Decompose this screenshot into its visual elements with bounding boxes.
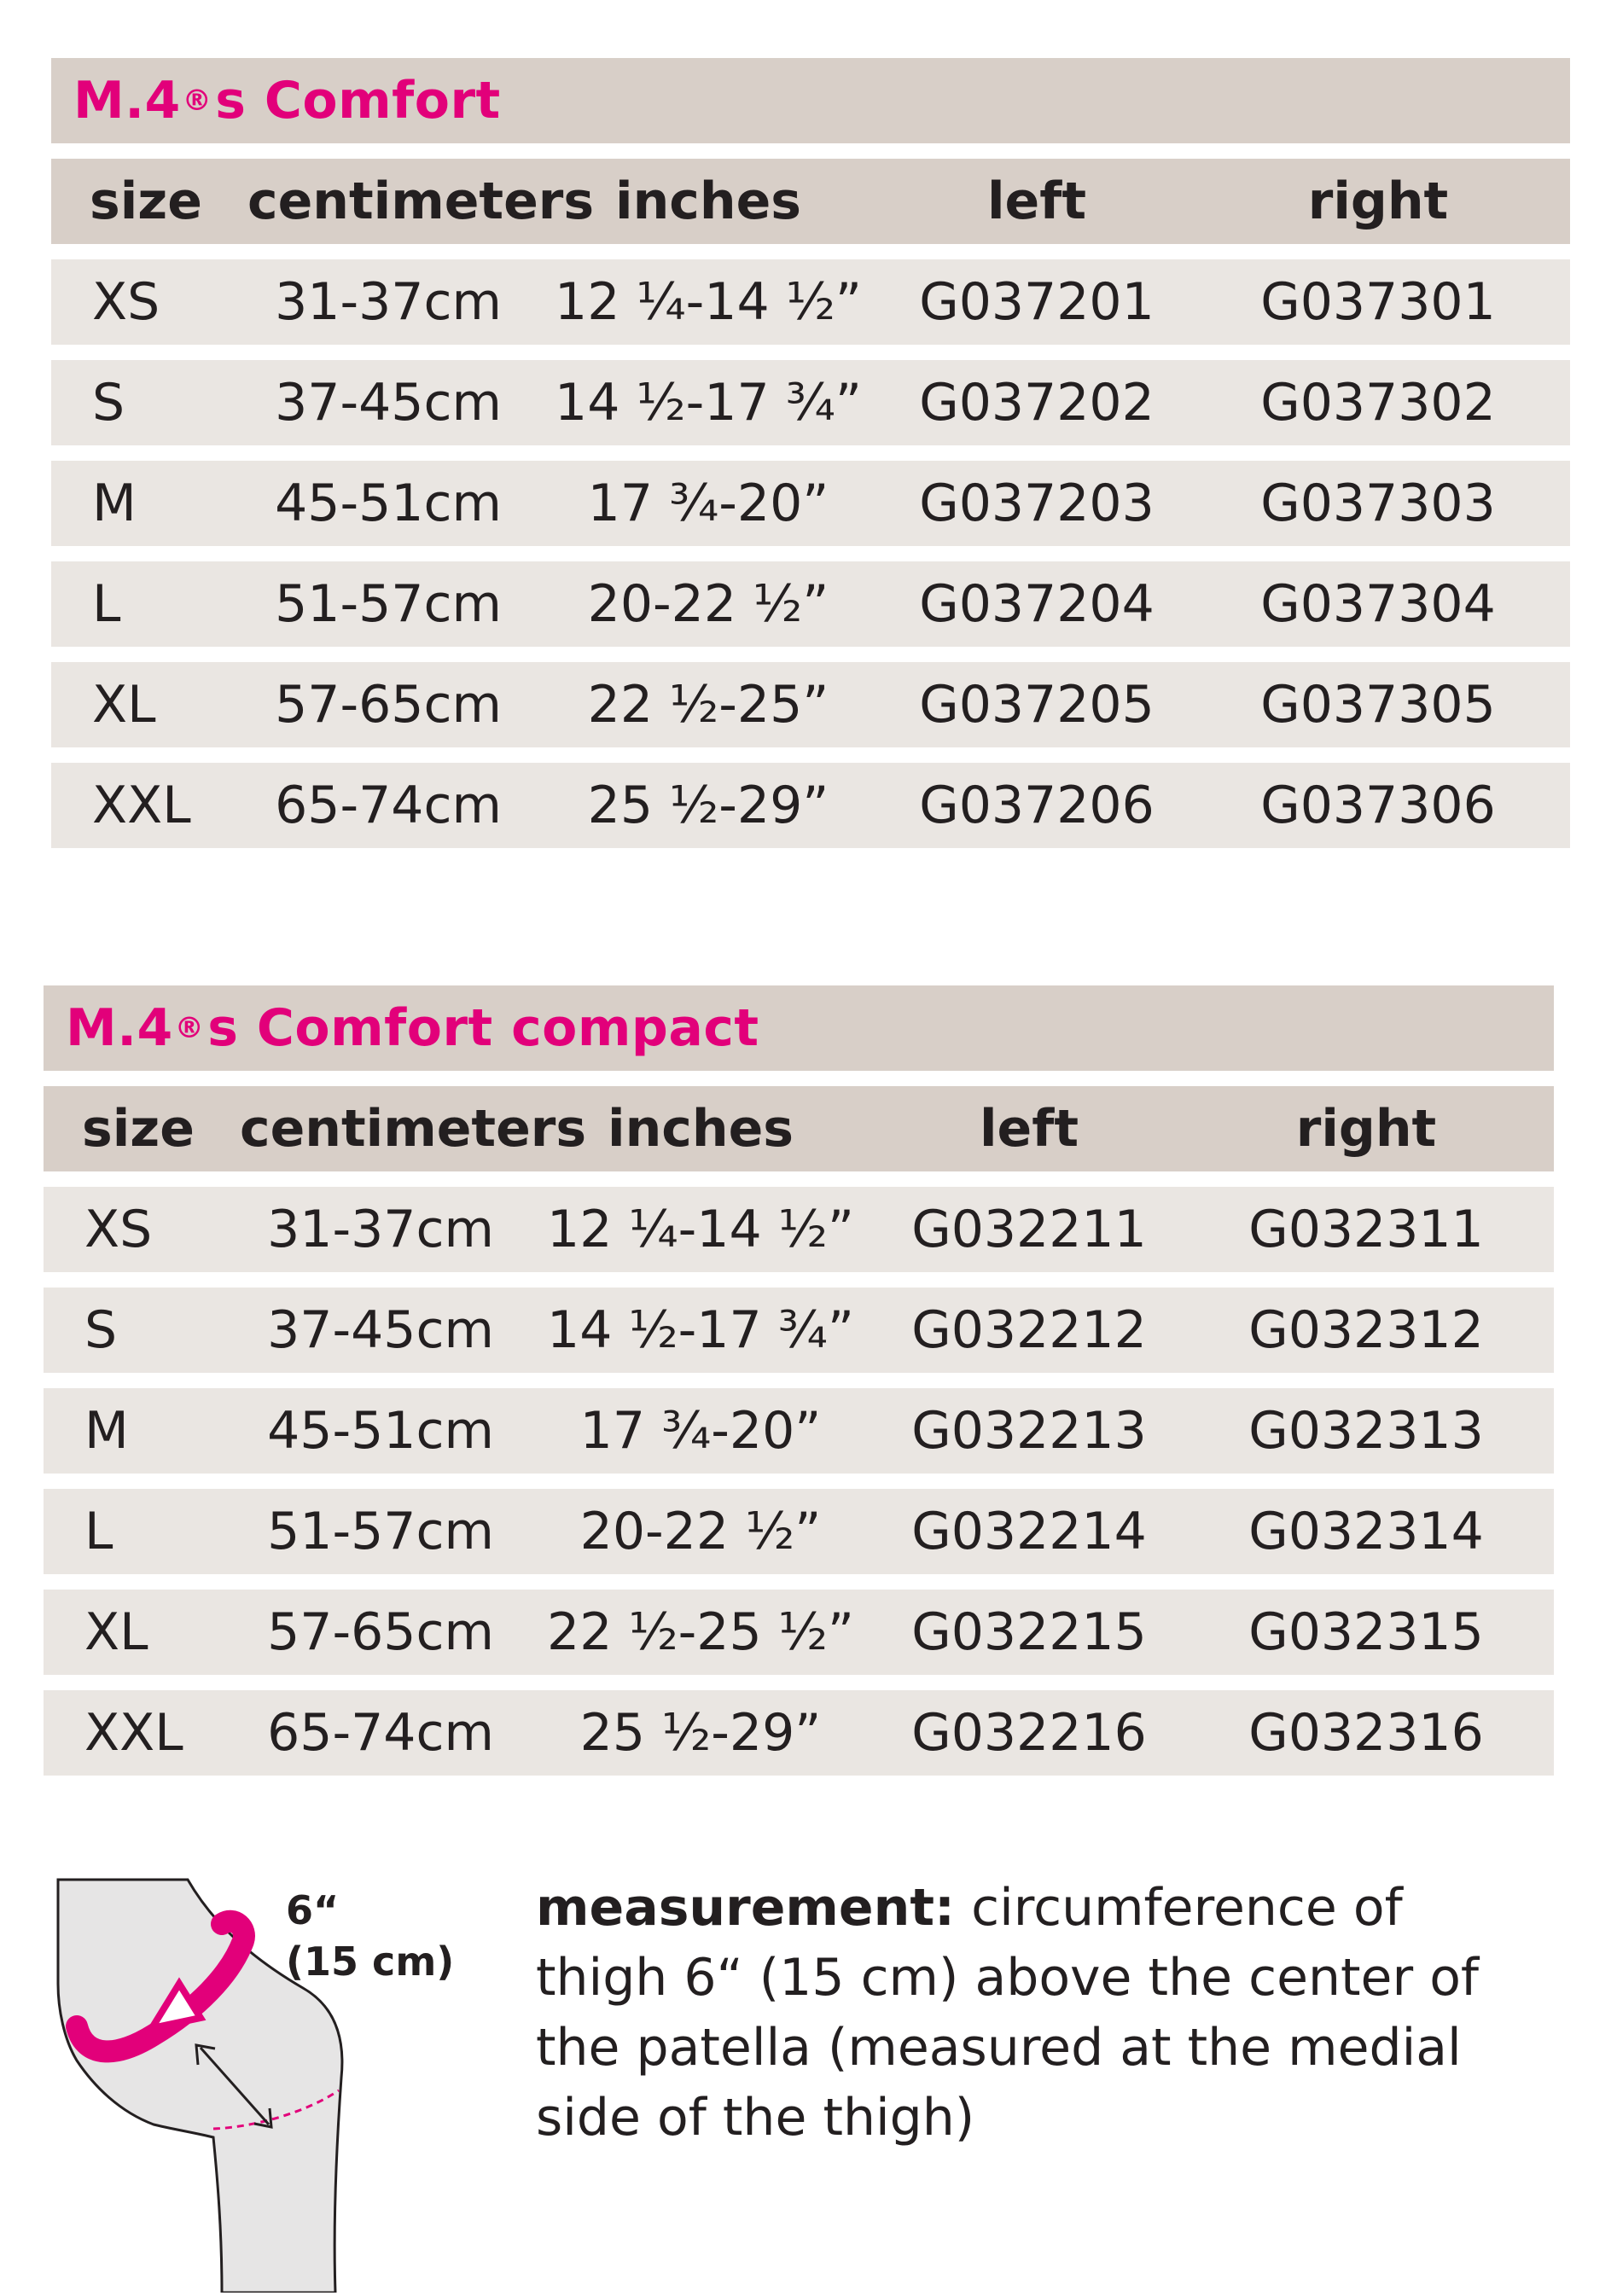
cell-right: G032312 bbox=[1248, 1300, 1484, 1360]
cell-size: M bbox=[84, 1401, 129, 1461]
registered-mark: ® bbox=[174, 1011, 205, 1045]
cell-left: G037204 bbox=[919, 574, 1155, 634]
header-inches: inches bbox=[615, 171, 801, 231]
table-title bbox=[51, 58, 1570, 143]
cell-centimeters: 37-45cm bbox=[275, 373, 502, 433]
header-right: right bbox=[1295, 1099, 1437, 1159]
cell-left: G037206 bbox=[919, 776, 1155, 835]
cell-right: G032314 bbox=[1248, 1502, 1484, 1561]
table-row bbox=[44, 1288, 1554, 1373]
cell-inches: 12 ¼-14 ½” bbox=[555, 272, 862, 332]
cell-centimeters: 31-37cm bbox=[267, 1200, 494, 1259]
cell-centimeters: 31-37cm bbox=[275, 272, 502, 332]
cell-centimeters: 51-57cm bbox=[267, 1502, 494, 1561]
cell-size: XXL bbox=[92, 776, 191, 835]
cell-size: S bbox=[92, 373, 125, 433]
cell-left: G032213 bbox=[911, 1401, 1147, 1461]
table-row bbox=[51, 461, 1570, 546]
cell-left: G032214 bbox=[911, 1502, 1147, 1561]
title-text: M.4 bbox=[73, 71, 181, 131]
table-header-row bbox=[51, 159, 1570, 244]
distance-label-cm: (15 cm) bbox=[286, 1939, 455, 1985]
header-left: left bbox=[979, 1099, 1079, 1159]
table-row bbox=[51, 662, 1570, 747]
cell-right: G037304 bbox=[1260, 574, 1496, 634]
size-table-comfort bbox=[51, 58, 1570, 863]
header-inches: inches bbox=[608, 1099, 794, 1159]
cell-centimeters: 45-51cm bbox=[267, 1401, 494, 1461]
cell-centimeters: 51-57cm bbox=[275, 574, 502, 634]
cell-size: L bbox=[84, 1502, 113, 1561]
measurement-text: circumference of thigh 6“ (15 cm) above the center of the patella (measured at the medial side of the thigh) bbox=[536, 1878, 1480, 2148]
cell-centimeters: 57-65cm bbox=[267, 1602, 494, 1662]
cell-left: G037202 bbox=[919, 373, 1155, 433]
cell-size: XXL bbox=[84, 1703, 183, 1763]
header-right: right bbox=[1307, 171, 1449, 231]
header-centimeters: centimeters bbox=[247, 171, 595, 231]
cell-inches: 25 ½-29” bbox=[579, 1703, 822, 1763]
cell-size: XL bbox=[92, 675, 156, 735]
cell-inches: 20-22 ½” bbox=[587, 574, 829, 634]
cell-size: XS bbox=[92, 272, 160, 332]
header-size: size bbox=[90, 171, 202, 231]
cell-centimeters: 57-65cm bbox=[275, 675, 502, 735]
cell-inches: 17 ¾-20” bbox=[579, 1401, 822, 1461]
cell-centimeters: 37-45cm bbox=[267, 1300, 494, 1360]
cell-right: G037305 bbox=[1260, 675, 1496, 735]
cell-inches: 22 ½-25 ½” bbox=[547, 1602, 854, 1662]
cell-right: G032316 bbox=[1248, 1703, 1484, 1763]
cell-left: G032211 bbox=[911, 1200, 1147, 1259]
cell-right: G037302 bbox=[1260, 373, 1496, 433]
cell-inches: 17 ¾-20” bbox=[587, 474, 829, 533]
table-header-row bbox=[44, 1086, 1554, 1171]
cell-right: G037301 bbox=[1260, 272, 1496, 332]
table-row bbox=[44, 1489, 1554, 1574]
knee-illustration bbox=[51, 1856, 512, 2293]
cell-size: L bbox=[92, 574, 121, 634]
cell-inches: 25 ½-29” bbox=[587, 776, 829, 835]
distance-label-inches: 6“ bbox=[286, 1887, 340, 1933]
header-centimeters: centimeters bbox=[240, 1099, 587, 1159]
title-suffix: s Comfort bbox=[215, 71, 501, 131]
table-row bbox=[51, 763, 1570, 848]
header-size: size bbox=[82, 1099, 195, 1159]
cell-inches: 14 ½-17 ¾” bbox=[555, 373, 862, 433]
cell-inches: 22 ½-25” bbox=[587, 675, 829, 735]
knee-measurement-diagram bbox=[51, 1856, 512, 2293]
cell-left: G032216 bbox=[911, 1703, 1147, 1763]
cell-right: G037306 bbox=[1260, 776, 1496, 835]
cell-left: G037203 bbox=[919, 474, 1155, 533]
title-suffix: s Comfort compact bbox=[207, 998, 759, 1058]
cell-left: G037205 bbox=[919, 675, 1155, 735]
cell-inches: 20-22 ½” bbox=[579, 1502, 822, 1561]
table-row bbox=[44, 1590, 1554, 1675]
size-table-comfort-compact bbox=[44, 985, 1554, 1791]
table-row bbox=[51, 259, 1570, 345]
cell-centimeters: 65-74cm bbox=[275, 776, 502, 835]
cell-left: G037201 bbox=[919, 272, 1155, 332]
table-row bbox=[44, 1187, 1554, 1272]
cell-inches: 12 ¼-14 ½” bbox=[547, 1200, 854, 1259]
cell-size: XL bbox=[84, 1602, 148, 1662]
cell-left: G032215 bbox=[911, 1602, 1147, 1662]
cell-centimeters: 65-74cm bbox=[267, 1703, 494, 1763]
header-left: left bbox=[986, 171, 1087, 231]
cell-size: S bbox=[84, 1300, 118, 1360]
cell-right: G032313 bbox=[1248, 1401, 1484, 1461]
measurement-instructions bbox=[536, 1873, 1517, 2153]
cell-centimeters: 45-51cm bbox=[275, 474, 502, 533]
table-row bbox=[44, 1388, 1554, 1474]
cell-right: G032315 bbox=[1248, 1602, 1484, 1662]
table-row bbox=[44, 1690, 1554, 1776]
title-text: M.4 bbox=[66, 998, 173, 1058]
measurement-label: measurement: bbox=[536, 1878, 956, 1938]
cell-left: G032212 bbox=[911, 1300, 1147, 1360]
cell-size: XS bbox=[84, 1200, 153, 1259]
cell-size: M bbox=[92, 474, 137, 533]
cell-right: G037303 bbox=[1260, 474, 1496, 533]
cell-inches: 14 ½-17 ¾” bbox=[547, 1300, 854, 1360]
table-row bbox=[51, 561, 1570, 647]
table-row bbox=[51, 360, 1570, 445]
table-title bbox=[44, 985, 1554, 1071]
registered-mark: ® bbox=[182, 84, 212, 118]
cell-right: G032311 bbox=[1248, 1200, 1484, 1259]
